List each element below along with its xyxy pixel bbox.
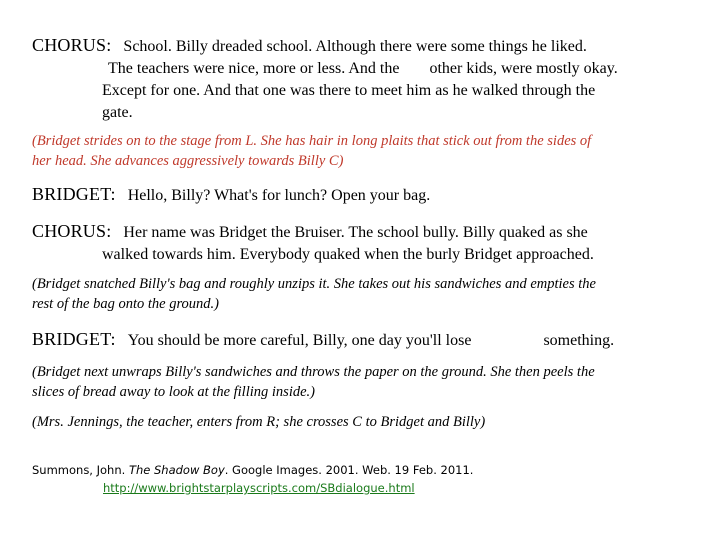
dialogue-line: Except for one. And that one was there to meet him as he walked through the (102, 82, 596, 99)
citation (32, 461, 696, 497)
speaker-label: BRIDGET: (32, 329, 116, 349)
stage-direction-line: (Bridget next unwraps Billy's sandwiches and throws the paper on the ground. She then peels the (32, 364, 595, 380)
citation-details: . Google Images. 2001. Web. 19 Feb. 2011. (224, 463, 474, 477)
speaker-label: CHORUS: (32, 221, 112, 241)
dialogue-line: School. Billy dreaded school. Although there were some things he liked. (123, 38, 587, 55)
speaker-label: CHORUS: (32, 35, 112, 55)
chorus-speech-1 (32, 34, 696, 124)
stage-direction-3 (32, 362, 696, 402)
stage-direction-line: (Bridget strides on to the stage from L. She has hair in long plaits that stick out from the sides of (32, 133, 592, 149)
stage-direction-2 (32, 274, 696, 314)
speaker-label: BRIDGET: (32, 184, 116, 204)
citation-text (32, 461, 696, 479)
stage-direction-line: slices of bread away to look at the filling inside.) (32, 384, 315, 400)
dialogue-line: other kids, were mostly okay. (429, 60, 618, 77)
dialogue-line: You should be more careful, Billy, one day you'll lose (127, 332, 472, 349)
dialogue-line: gate. (102, 104, 133, 121)
stage-direction-line: (Mrs. Jennings, the teacher, enters from R; she crosses C to Bridget and Billy) (32, 414, 486, 430)
citation-title: The Shadow Boy (128, 463, 225, 477)
citation-author: Summons, John. (32, 463, 129, 477)
bridget-speech-1 (32, 183, 696, 207)
dialogue-line: Her name was Bridget the Bruiser. The school bully. Billy quaked as she (123, 224, 588, 241)
dialogue-line-tail: something. (543, 332, 615, 349)
chorus-speech-2 (32, 220, 696, 266)
dialogue-line: walked towards him. Everybody quaked when the burly Bridget approached. (102, 246, 594, 263)
stage-direction-line: rest of the bag onto the ground.) (32, 296, 220, 312)
dialogue-line: The teachers were nice, more or less. And the (108, 60, 400, 77)
stage-direction-line: (Bridget snatched Billy's bag and roughly unzips it. She takes out his sandwiches and empties the (32, 276, 596, 292)
citation-link[interactable]: http://www.brightstarplayscripts.com/SBdialogue.html (103, 481, 415, 495)
stage-direction-line: her head. She advances aggressively towards Billy C) (32, 153, 344, 169)
dialogue-line: Hello, Billy? What's for lunch? Open your bag. (127, 187, 431, 204)
stage-direction-1 (32, 131, 696, 171)
bridget-speech-2 (32, 328, 696, 352)
stage-direction-4 (32, 412, 696, 432)
